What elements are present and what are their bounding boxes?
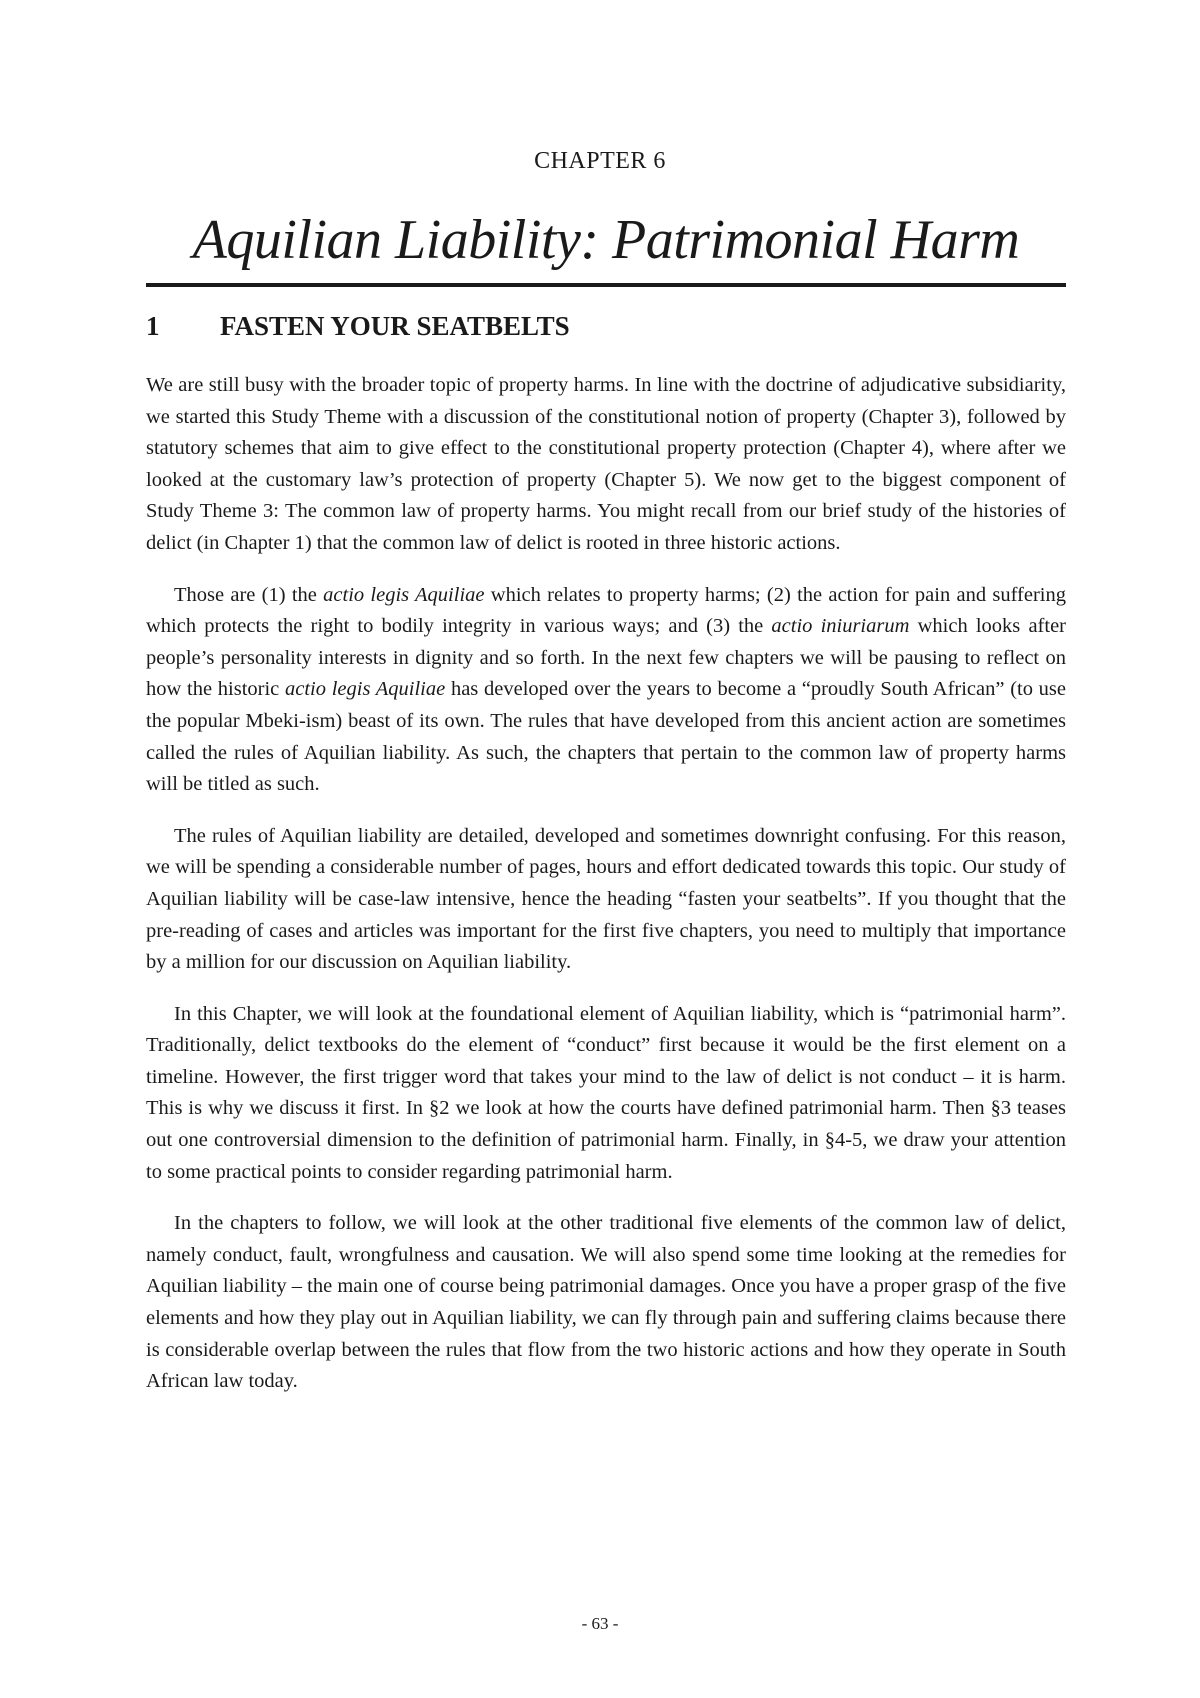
title-divider (146, 283, 1066, 287)
paragraph-1: We are still busy with the broader topic of property harms. In line with the doctrine of adjudicative subsidiarity, we started this Study Theme with a discussion of the constitutional notion of property (Chapter 3), followed by statutory schemes that aim to give effect to the constitutional property protection (Chapter 4), where after we looked at the customary law’s protection of property (Chapter 5). We now get to the biggest component of Study Theme 3: The common law of property harms. You might recall from our brief study of the histories of delict (in Chapter 1) that the common law of delict is rooted in three historic actions. (146, 374, 1066, 554)
paragraph-2-text-1: Those are (1) the (174, 583, 324, 606)
paragraph-4: In this Chapter, we will look at the foundational element of Aquilian liability, which is “patrimonial harm”. Traditionally, delict textbooks do the element of “conduct” first because it would be the first element on a timeline. However, the first trigger word that takes your mind to the law of delict is not conduct – it is harm. This is why we discuss it first. In §2 we look at how the courts have defined patrimonial harm. Then §3 teases out one controversial dimension to the definition of patrimonial harm. Finally, in §4-5, we draw your attention to some practical points to consider regarding patrimonial harm. (146, 1002, 1066, 1183)
paragraph-3: The rules of Aquilian liability are detailed, developed and sometimes downright confusing. For this reason, we will be spending a considerable number of pages, hours and effort dedicated towards this topic. Our study of Aquilian liability will be case-law intensive, hence the heading “fasten your seatbelts”. If you thought that the pre-reading of cases and articles was important for the first five chapters, you need to multiply that importance by a million for our discussion on Aquilian liability. (146, 824, 1066, 974)
latin-term-actio-legis-aquiliae-2: actio legis Aquiliae (285, 678, 446, 701)
paragraph-2-text-2: which relates to property harms; (2) the action for pain and suffering which protects the right to bodily integrity in various ways; and (3) the (146, 583, 1066, 638)
section-number: 1 (146, 311, 160, 341)
page-number: - 63 - (581, 1614, 619, 1633)
chapter-label: CHAPTER 6 (534, 148, 666, 174)
paragraph-2-text-4: has developed over the years to become a “proudly South African” (to use the popular Mbeki-ism) beast of its own. The rules that have developed from this ancient action are sometimes called the rules of Aquilian liability. As such, the chapters that pertain to the common law of property harms will be titled as such. (146, 678, 1067, 796)
latin-term-actio-legis-aquiliae: actio legis Aquiliae (323, 583, 485, 606)
chapter-title: Aquilian Liability: Patrimonial Harm (192, 209, 1020, 271)
paragraph-2-text-3: which looks after people’s personality interests in dignity and so forth. In the next few chapters we will be pausing to reflect on how the historic (146, 615, 1066, 701)
section-title: FASTEN YOUR SEATBELTS (220, 311, 570, 341)
section-heading (146, 308, 1066, 344)
paragraph-2 (146, 580, 1066, 801)
latin-term-actio-iniuriarum: actio iniuriarum (771, 615, 910, 638)
body-text (146, 370, 1066, 1418)
paragraph-5: In the chapters to follow, we will look at the other traditional five elements of the common law of delict, namely conduct, fault, wrongfulness and causation. We will also spend some time looking at the remedies for Aquilian liability – the main one of course being patrimonial damages. Once you have a proper grasp of the five elements and how they play out in Aquilian liability, we can fly through pain and suffering claims because there is considerable overlap between the rules that flow from the two historic actions and how they operate in South African law today. (146, 1212, 1066, 1393)
